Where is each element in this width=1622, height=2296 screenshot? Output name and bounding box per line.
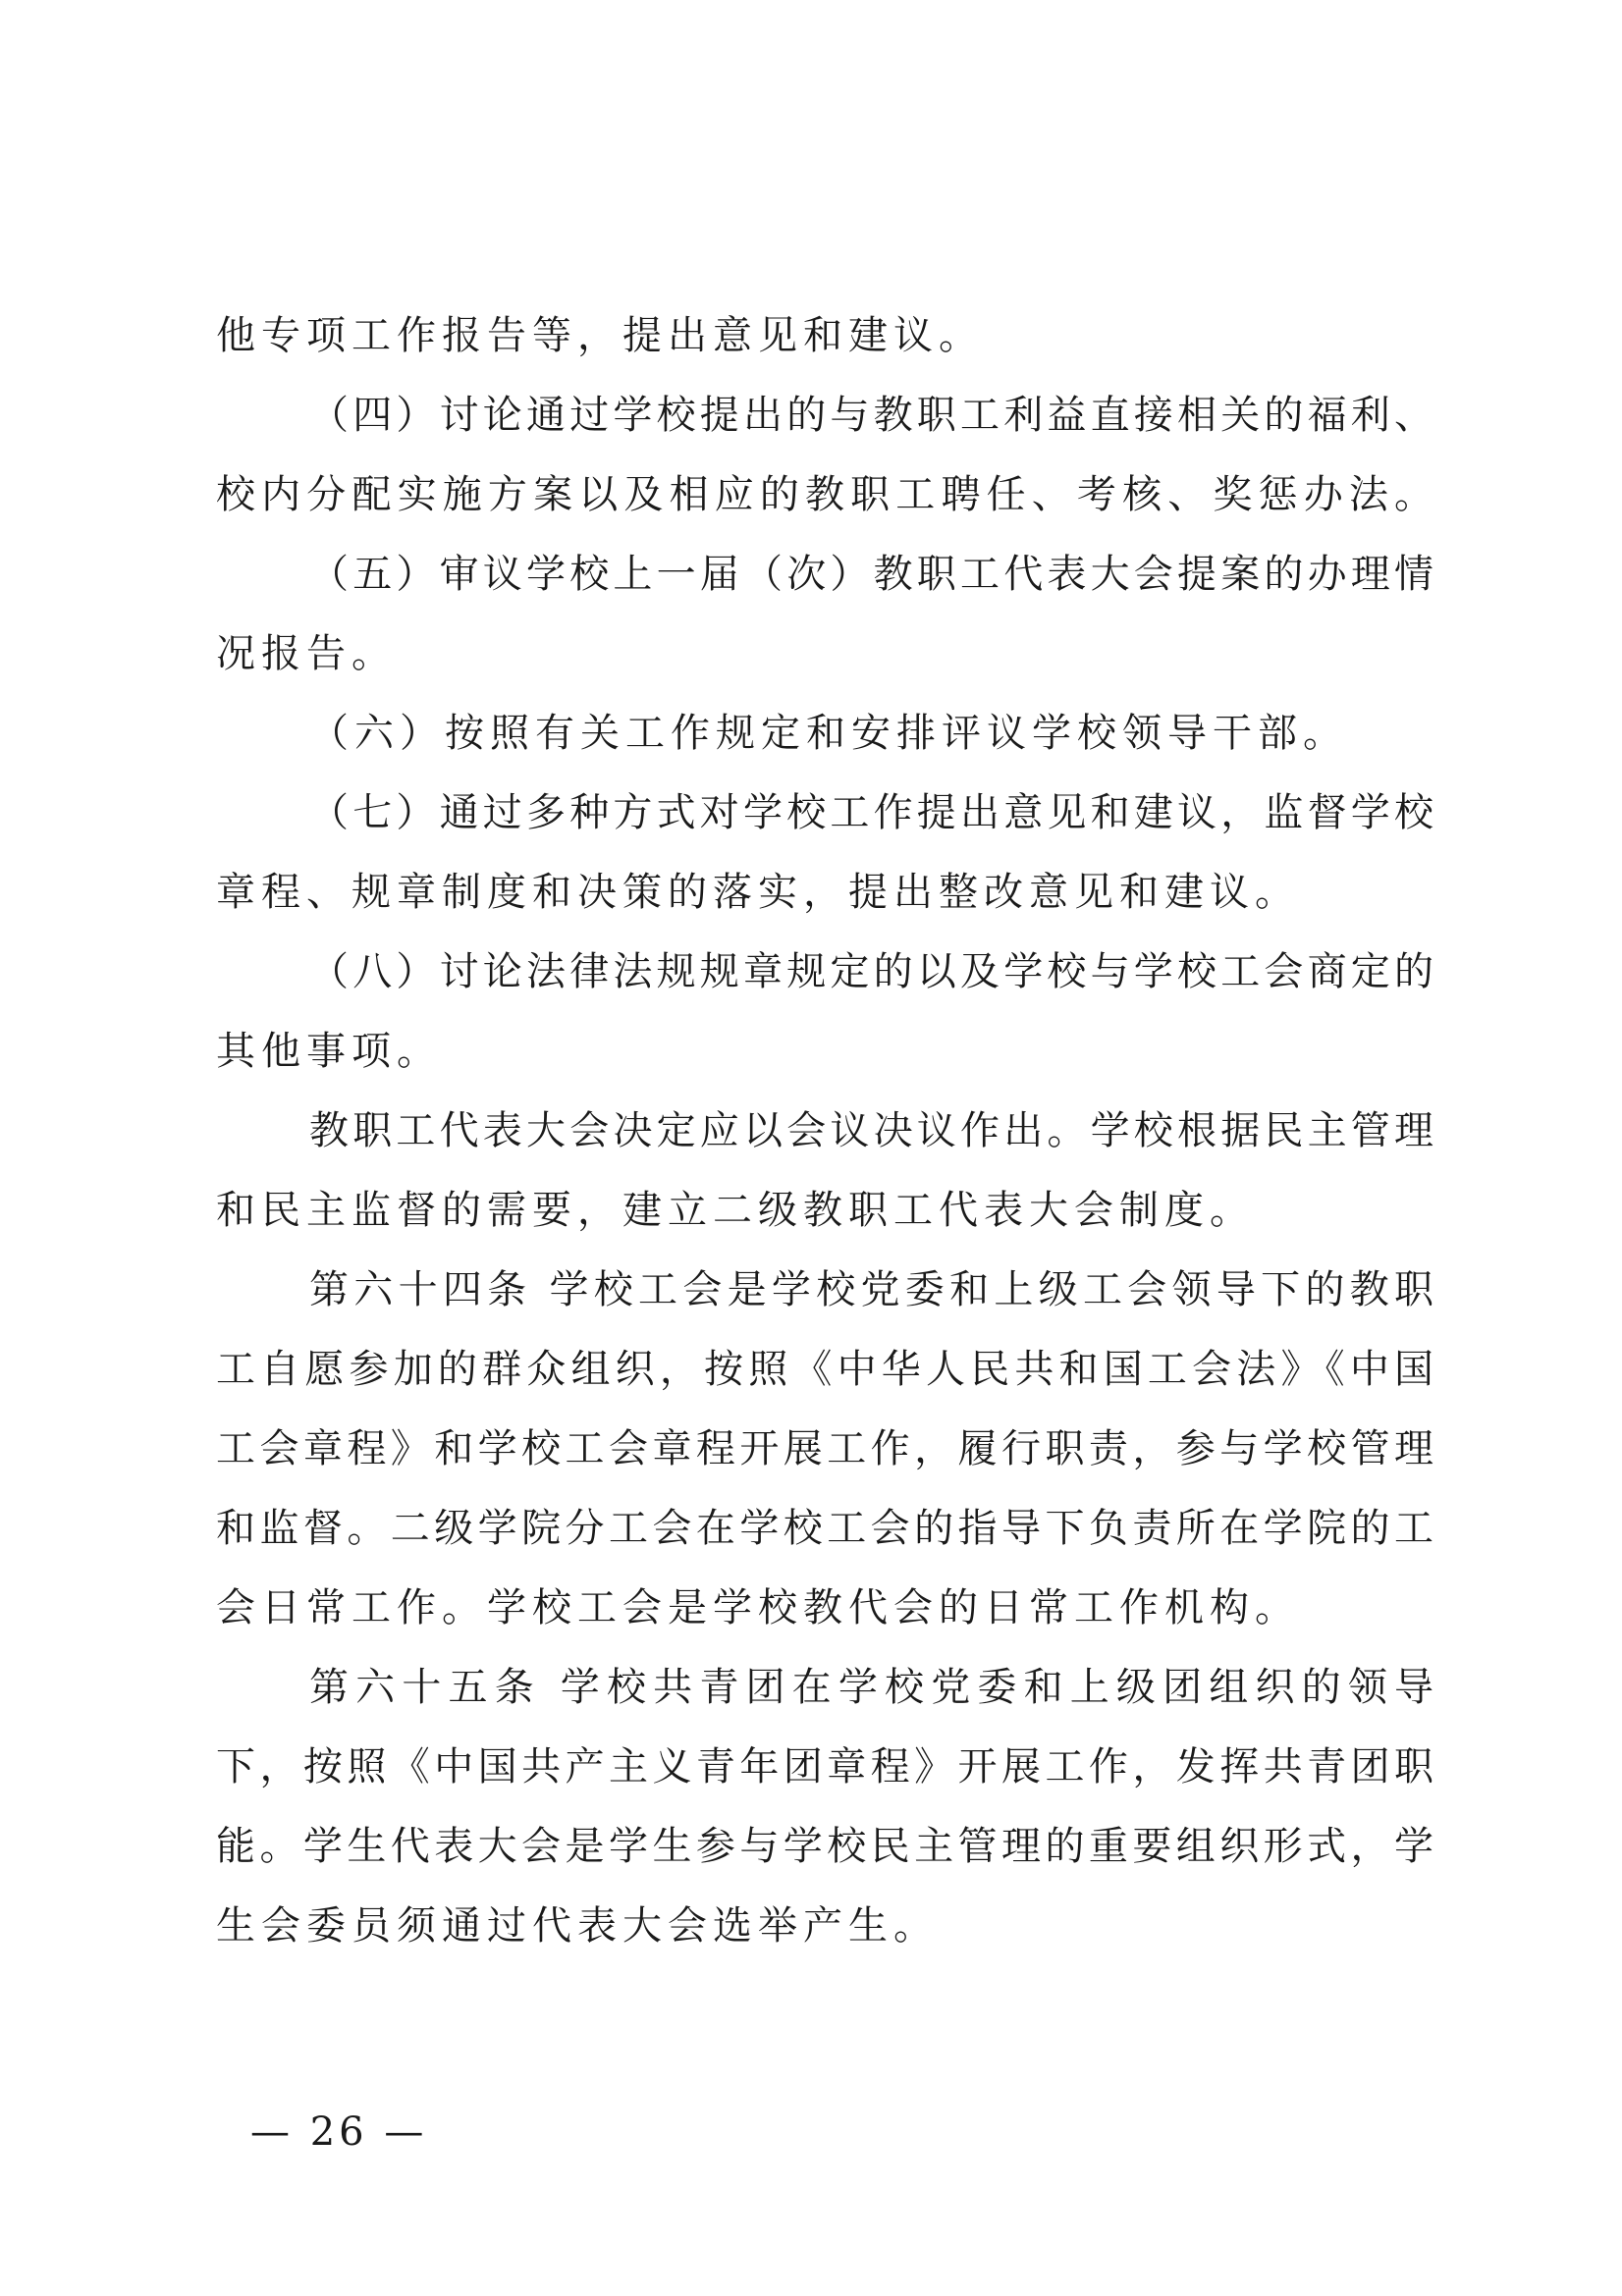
paragraph-line: （五）审议学校上一届（次）教职工代表大会提案的办理情 xyxy=(309,552,1433,597)
paragraph-line: 和监督。二级学院分工会在学校工会的指导下负责所在学院的工 xyxy=(216,1506,1433,1551)
paragraph-line: 能。学生代表大会是学生参与学校民主管理的重要组织形式，学 xyxy=(216,1824,1433,1869)
paragraph-line: 工会章程》和学校工会章程开展工作，履行职责，参与学校管理 xyxy=(216,1426,1433,1471)
paragraph-line: 其他事项。 xyxy=(216,1029,442,1074)
paragraph-line: 生会委员须通过代表大会选举产生。 xyxy=(216,1903,939,1949)
page-number: — 26 — xyxy=(250,2109,428,2155)
paragraph-line: 第六十五条 学校共青团在学校党委和上级团组织的领导 xyxy=(309,1665,1433,1710)
paragraph-line: 校内分配实施方案以及相应的教职工聘任、考核、奖惩办法。 xyxy=(216,472,1433,517)
paragraph-line: 教职工代表大会决定应以会议决议作出。学校根据民主管理 xyxy=(309,1108,1433,1153)
paragraph-line: 况报告。 xyxy=(216,631,397,676)
paragraph-line: （八）讨论法律法规规章规定的以及学校与学校工会商定的 xyxy=(309,949,1433,994)
paragraph-line: 他专项工作报告等，提出意见和建议。 xyxy=(216,313,984,358)
paragraph-line: （六）按照有关工作规定和安排评议学校领导干部。 xyxy=(309,711,1348,756)
paragraph-line: 下，按照《中国共产主义青年团章程》开展工作，发挥共青团职 xyxy=(216,1744,1433,1789)
paragraph-line: 章程、规章制度和决策的落实，提出整改意见和建议。 xyxy=(216,870,1300,915)
paragraph-line: 和民主监督的需要，建立二级教职工代表大会制度。 xyxy=(216,1188,1255,1233)
paragraph-line: 第六十四条 学校工会是学校党委和上级工会领导下的教职 xyxy=(309,1267,1433,1312)
paragraph-line: （四）讨论通过学校提出的与教职工利益直接相关的福利、 xyxy=(309,393,1433,438)
paragraph-line: 会日常工作。学校工会是学校教代会的日常工作机构。 xyxy=(216,1585,1300,1630)
paragraph-line: （七）通过多种方式对学校工作提出意见和建议，监督学校 xyxy=(309,790,1433,835)
paragraph-line: 工自愿参加的群众组织，按照《中华人民共和国工会法》《中国 xyxy=(216,1347,1433,1392)
